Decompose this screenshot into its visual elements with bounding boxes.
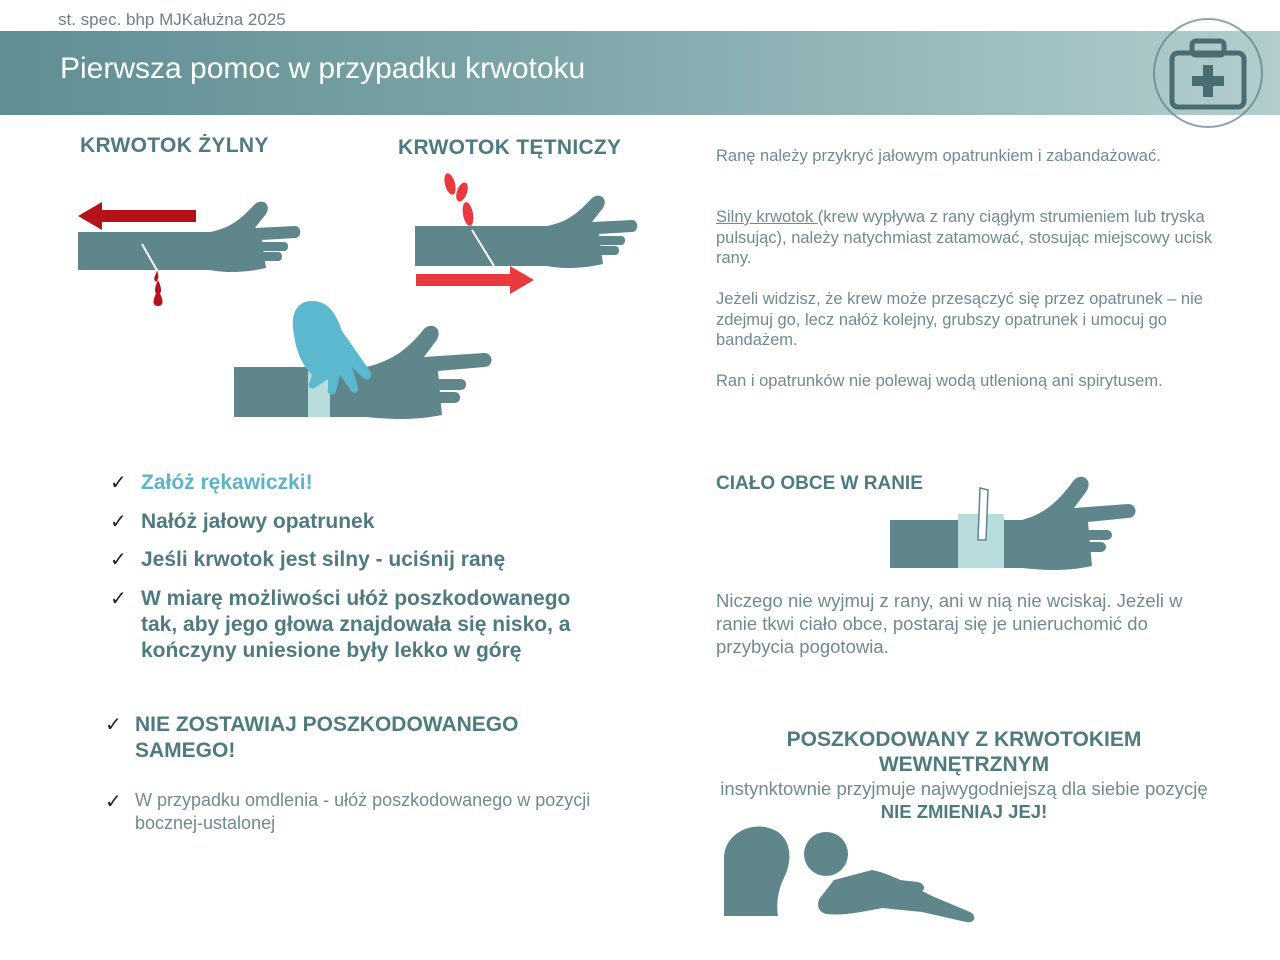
arterial-bleeding-heading: KRWOTOK TĘTNICZY [398, 136, 622, 159]
severe-bleeding-link[interactable]: Silny krwotok [716, 208, 818, 226]
step-press-wound: Jeśli krwotok jest silny - uciśnij ranę [141, 548, 506, 571]
instruction-dress-wound: Ranę należy przykryć jałowym opatrunkiem i zabandażować. [716, 147, 1161, 165]
internal-bleeding-warning: NIE ZMIENIAJ JEJ! [880, 801, 1048, 822]
checkmark-icon: ✓ [110, 472, 127, 494]
embedded-object-icon [978, 488, 988, 540]
internal-bleeding-heading: POSZKODOWANY Z KRWOTOKIEM WEWNĘTRZNYM [786, 728, 1142, 776]
checkmark-icon: ✓ [110, 588, 127, 610]
first-aid-kit-icon [1150, 31, 1280, 115]
arterial-flow-arrow-icon [416, 266, 534, 294]
severe-bleeding-text: (krew wypływa z rany ciągłym strumieniem lub tryska pulsując), należy natychmiast zatamować, stosując miejscowy ucisk rany. [716, 208, 1213, 267]
internal-bleeding-section [720, 727, 1208, 824]
step-position-victim: W miarę możliwości ułóż poszkodowanego tak, aby jego głowa znajdowała się nisko, a kończyny uniesione były lekko w górę [141, 587, 571, 662]
blood-drops-icon [154, 270, 163, 306]
checkmark-icon: ✓ [110, 549, 127, 571]
arterial-bleeding-illustration [410, 170, 650, 300]
instruction-soaked-dressing: Jeżeli widzisz, że krew może przesączyć się przez opatrunek – nie zdejmuj go, lecz nałóż kolejny, grubszy opatrunek i umocuj go bandażem. [716, 290, 1203, 349]
instruction-severe-bleeding [716, 207, 1226, 269]
step-gloves: Załóż rękawiczki! [141, 471, 313, 494]
checkmark-icon: ✓ [105, 791, 122, 813]
step-do-not-leave: NIE ZOSTAWIAJ POSZKODOWANEGO SAMEGO! [135, 713, 519, 762]
pointing-hand-icon [890, 477, 1136, 570]
step-recovery-position: W przypadku omdlenia - ułóż poszkodowanego w pozycji bocznej-ustalonej [135, 790, 591, 833]
foreign-body-heading: CIAŁO OBCE W RANIE [716, 473, 923, 494]
page-title: Pierwsza pomoc w przypadku krwotoku [60, 52, 586, 85]
step-dressing: Nałóż jałowy opatrunek [141, 510, 375, 533]
foreign-body-illustration [888, 470, 1138, 575]
venous-flow-arrow-icon [78, 202, 196, 230]
checkmark-icon: ✓ [105, 714, 122, 736]
blood-spurt-icon [442, 172, 475, 227]
instruction-no-peroxide: Ran i opatrunków nie polewaj wodą utlenioną ani spirytusem. [716, 372, 1163, 390]
internal-bleeding-text: instynktownie przyjmuje najwygodniejszą dla siebie pozycję [720, 778, 1208, 799]
foreign-body-text: Niczego nie wyjmuj z rany, ani w nią nie wciskaj. Jeżeli w ranie tkwi ciało obce, postaraj się je unieruchomić do przybycia pogotowia. [716, 590, 1183, 657]
lying-person-illustration [722, 818, 982, 923]
pointing-hand-icon [415, 196, 637, 268]
author-credit: st. spec. bhp MJKałużna 2025 [58, 10, 286, 29]
venous-bleeding-heading: KRWOTOK ŻYLNY [80, 134, 269, 157]
checkmark-icon: ✓ [110, 511, 127, 533]
pressing-wound-illustration [232, 295, 502, 425]
